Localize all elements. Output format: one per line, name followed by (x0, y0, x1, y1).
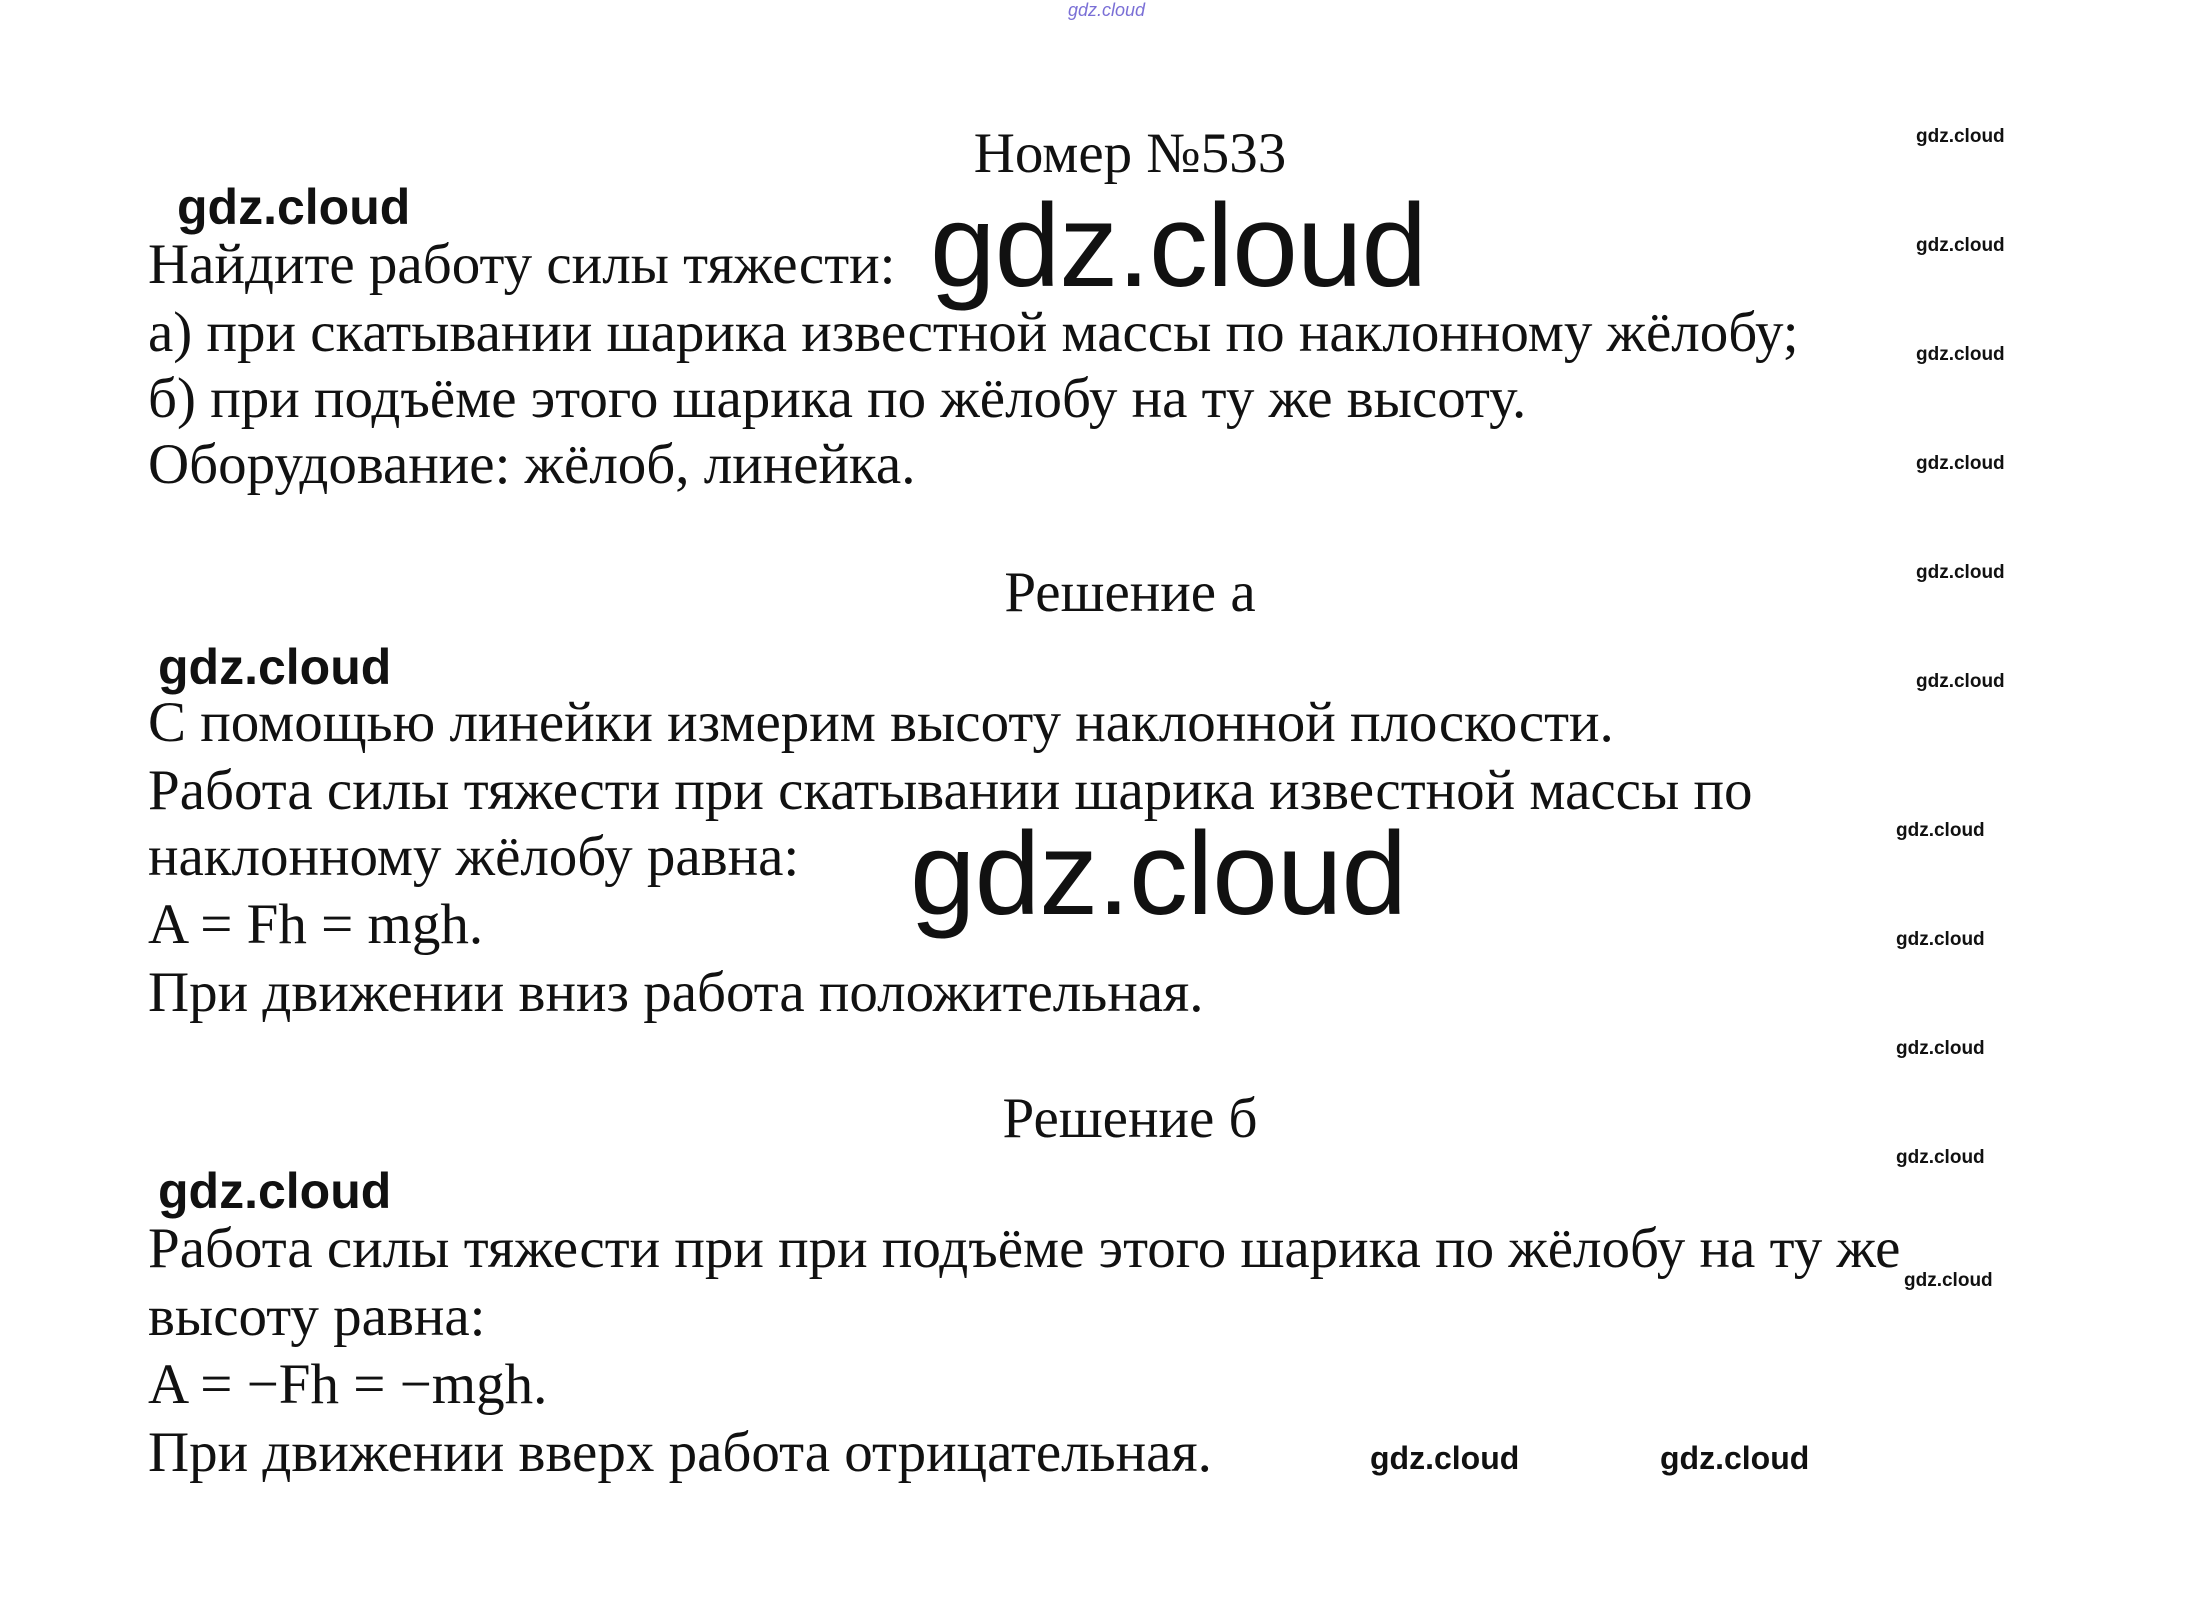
solution-a-conclusion: При движении вниз работа положительная. (148, 961, 1204, 1024)
watermark-large-1: gdz.cloud (930, 180, 1427, 312)
watermark-right-5: gdz.cloud (1916, 562, 2005, 583)
solution-b-line-2: высоту равна: (148, 1285, 486, 1348)
solution-a-line-2: Работа силы тяжести при скатывании шарика известной массы по (148, 759, 1753, 822)
solution-a-line-3: наклонному жёлобу равна: (148, 825, 800, 888)
solution-b-conclusion: При движении вверх работа отрицательная. (148, 1421, 1212, 1484)
task-line-equipment: Оборудование: жёлоб, линейка. (148, 433, 916, 496)
task-line-b: б) при подъёме этого шарика по жёлобу на ту же высоту. (148, 367, 1527, 430)
watermark-large-2: gdz.cloud (910, 808, 1407, 940)
solution-a-line-1: С помощью линейки измерим высоту наклонной плоскости. (148, 691, 1614, 754)
watermark-right-7: gdz.cloud (1896, 820, 1985, 841)
watermark-right-8: gdz.cloud (1896, 929, 1985, 950)
solution-a-formula: A = Fh = mgh. (148, 893, 484, 956)
task-line-a: а) при скатывании шарика известной массы по наклонному жёлобу; (148, 301, 1799, 364)
watermark-right-10: gdz.cloud (1896, 1147, 1985, 1168)
watermark-right-3: gdz.cloud (1916, 344, 2005, 365)
watermark-bottom-2: gdz.cloud (1660, 1440, 1810, 1476)
task-line-intro: Найдите работу силы тяжести: (148, 233, 896, 296)
watermark-top: gdz.cloud (1068, 0, 1146, 20)
page-title: Номер №533 (973, 122, 1287, 185)
watermark-right-4: gdz.cloud (1916, 453, 2005, 474)
watermark-solution-a: gdz.cloud (158, 639, 392, 695)
solution-b-line-1: Работа силы тяжести при при подъёме этого шарика по жёлобу на ту же (148, 1217, 1901, 1280)
watermark-right-1: gdz.cloud (1916, 126, 2005, 147)
watermark-bottom-1: gdz.cloud (1370, 1440, 1520, 1476)
solution-b-heading: Решение б (1002, 1087, 1258, 1150)
solution-b-formula: A = −Fh = −mgh. (148, 1353, 548, 1416)
watermark-right-6: gdz.cloud (1916, 671, 2005, 692)
solution-a-heading: Решение а (1004, 561, 1256, 624)
watermark-right-2: gdz.cloud (1916, 235, 2005, 256)
watermark-task: gdz.cloud (177, 179, 411, 235)
watermark-right-11: gdz.cloud (1904, 1270, 1993, 1291)
watermark-solution-b: gdz.cloud (158, 1163, 392, 1219)
watermark-right-9: gdz.cloud (1896, 1038, 1985, 1059)
